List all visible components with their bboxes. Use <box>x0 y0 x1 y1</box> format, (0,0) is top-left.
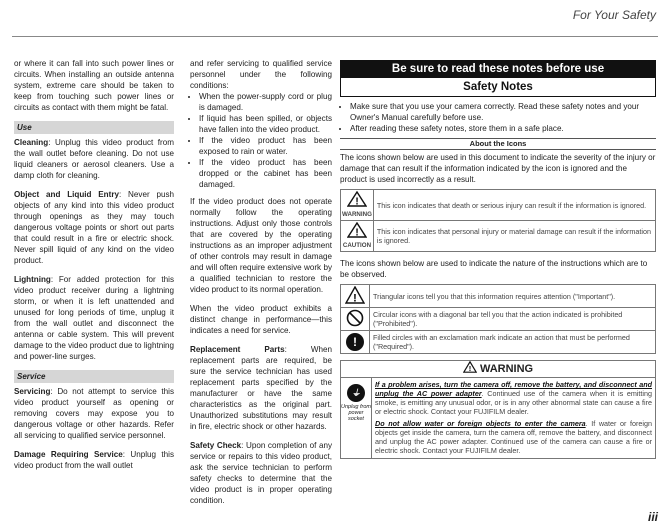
term: Safety Check <box>190 441 242 450</box>
term: Replacement Parts <box>190 345 285 354</box>
list-item: • If liquid has been spilled, or objects have fallen into the video product. <box>199 113 332 135</box>
banner-safety-notes: Safety Notes <box>340 78 656 97</box>
warning-triangle-icon <box>463 361 477 373</box>
page-header-title: For Your Safety <box>572 8 656 22</box>
safety-check-paragraph <box>190 440 332 506</box>
header-rule <box>12 36 658 37</box>
attention-triangle-icon <box>345 286 365 304</box>
caution-triangle-icon <box>347 222 367 238</box>
warning-item <box>375 380 652 416</box>
nature-table <box>340 284 656 354</box>
table-row <box>341 221 656 252</box>
term: Cleaning <box>14 138 49 147</box>
text: : Upon completion of any service or repairs to this video product, ask the service technician to perform safety checks to determine that the video product is in proper operating condition. <box>190 441 332 505</box>
term: Object and Liquid Entry <box>14 190 119 199</box>
section-label-use: Use <box>14 121 174 134</box>
term: Damage Requiring Service <box>14 450 123 459</box>
list-item: • When the power-supply cord or plug is damaged. <box>199 91 332 113</box>
list-item: • After reading these safety notes, store them in a safe place. <box>350 123 656 134</box>
text: : Unplug this video product from the wall outlet <box>14 450 174 470</box>
text: : Do not attempt to service this video product yourself as opening or removing covers may expose you to dangerous voltage or other hazards. Refer all servicing to qualified service personnel. <box>14 387 174 440</box>
caution-icon-cell <box>341 221 374 252</box>
svg-text:!: ! <box>468 364 472 373</box>
text: . Continued use of the camera when it is emitting smoke, is emitting any unusual odor, or is in any other abnormal state can cause a fire or electric shock. Contact your FUJIFILM dealer. <box>375 389 652 416</box>
table-cell: This icon indicates that personal injury or material damage can result if the information is ignored. <box>373 221 655 252</box>
table-cell: This icon indicates that death or serious injury can result if the information is ignored. <box>373 190 655 221</box>
paragraph: If the video product does not operate normally follow the operating instructions. Adjust only those controls that are covered by the operating instructions as an improper adjustment of other controls may result in damage and will often require extensive work by a qualified technician to restore the video product to its normal operation. <box>190 197 332 294</box>
paragraph: When the video product exhibits a distinct change in performance—this indicates a need for service. <box>190 304 332 335</box>
warning-item-title: If a problem arises, turn the camera off, remove the battery, and disconnect and unplug the AC power adapter <box>375 380 652 398</box>
paragraph: or where it can fall into such power lines or circuits. When installing an outside antenna system, extreme care should be taken to keep from touching such power lines or circuits as contact with them might be fatal. <box>14 59 174 112</box>
table-row <box>341 190 656 221</box>
cleaning-paragraph <box>14 137 174 181</box>
paragraph: The icons shown below are used to indicate the nature of the instructions which are to be observed. <box>340 259 648 279</box>
unplug-icon-cell <box>341 378 372 458</box>
table-cell: Filled circles with an exclamation mark indicate an action that must be performed ("Required"). <box>370 331 656 354</box>
lightning-paragraph <box>14 274 174 362</box>
text: . If water or foreign objects get inside the camera, turn the camera off, remove the battery, and disconnect and unplug the AC power adapter. Continued use of the camera can cause a fire or electric shock. Contact your FUJIFILM dealer. <box>375 419 652 455</box>
notes-list <box>340 101 656 134</box>
list-item: • Make sure that you use your camera correctly. Read these safety notes and your Owner's Manual carefully before use. <box>350 101 656 123</box>
unplug-label: Unplug from power socket <box>341 404 371 422</box>
paragraph: The icons shown below are used in this document to indicate the severity of the injury or damage that can result if the information indicated by the icon is ignored and the product is used incorrectly as a result. <box>340 153 656 184</box>
about-icons-heading: About the Icons <box>340 138 656 150</box>
banner-read-notes: Be sure to read these notes before use <box>340 60 656 78</box>
text: : Unplug this video product from the wall outlet before cleaning. Do not use liquid cleaners or aerosol cleaners. Use a damp cloth for cleaning. <box>14 138 174 180</box>
middle-column <box>190 58 332 514</box>
table-row <box>341 285 656 308</box>
svg-text:!: ! <box>355 227 359 238</box>
page-number: iii <box>647 510 658 524</box>
left-column <box>14 58 174 479</box>
list-item: • If the video product has been dropped or the cabinet has been damaged. <box>199 157 332 190</box>
warning-item-title: Do not allow water or foreign objects to enter the camera <box>375 419 586 428</box>
objects-paragraph <box>14 189 174 266</box>
prohibited-icon <box>346 309 364 327</box>
unplug-icon: ⏚ <box>347 384 365 402</box>
servicing-paragraph <box>14 386 174 441</box>
svg-text:!: ! <box>355 196 359 207</box>
text: : Never push objects of any kind into this video product through openings as they may touch dangerous voltage points or short out parts that could result in a fire or electric shock. Never spill liquid of any kind on the video product. <box>14 190 174 265</box>
section-label-service: Service <box>14 370 174 383</box>
warning-title: WARNING <box>479 363 534 375</box>
text: : For added protection for this video product receiver during a lightning storm, or when it is left unattended and unused for long periods of time, unplug it from the wall outlet and disconnect the antenna or cable system. This will prevent damage to the video product due to lightning and power-line surges. <box>14 275 174 361</box>
warning-text <box>372 378 655 458</box>
term: Lightning <box>14 275 51 284</box>
warning-heading <box>340 360 656 377</box>
term: Servicing <box>14 387 51 396</box>
table-cell: Triangular icons tell you that this information requires attention ("Important"). <box>370 285 656 308</box>
svg-text:!: ! <box>353 292 357 304</box>
table-row <box>341 308 656 331</box>
warning-box <box>340 377 656 459</box>
severity-table <box>340 189 656 252</box>
damage-paragraph <box>14 449 174 471</box>
table-cell: Circular icons with a diagonal bar tell you that the action indicated is prohibited ("Prohibited"). <box>370 308 656 331</box>
required-icon: ! <box>346 333 364 351</box>
replacement-paragraph <box>190 344 332 432</box>
warning-icon-cell <box>341 190 374 221</box>
warning-triangle-icon <box>347 191 367 207</box>
paragraph: and refer servicing to qualified service personnel under the following conditions: <box>190 59 332 90</box>
list-item: • If the video product has been exposed to rain or water. <box>199 135 332 157</box>
warning-item <box>375 419 652 455</box>
text: : When replacement parts are required, be sure the service technician has used replacement parts specified by the manufacturer or have the same characteristics as the original part. Unauthorized substitutions may result in fire, electric shock or other hazards. <box>190 345 332 431</box>
table-row <box>341 331 656 354</box>
safety-notes-panel <box>340 60 656 459</box>
severity-label: WARNING <box>342 211 372 218</box>
conditions-list <box>190 91 332 190</box>
severity-label: CAUTION <box>342 242 372 249</box>
